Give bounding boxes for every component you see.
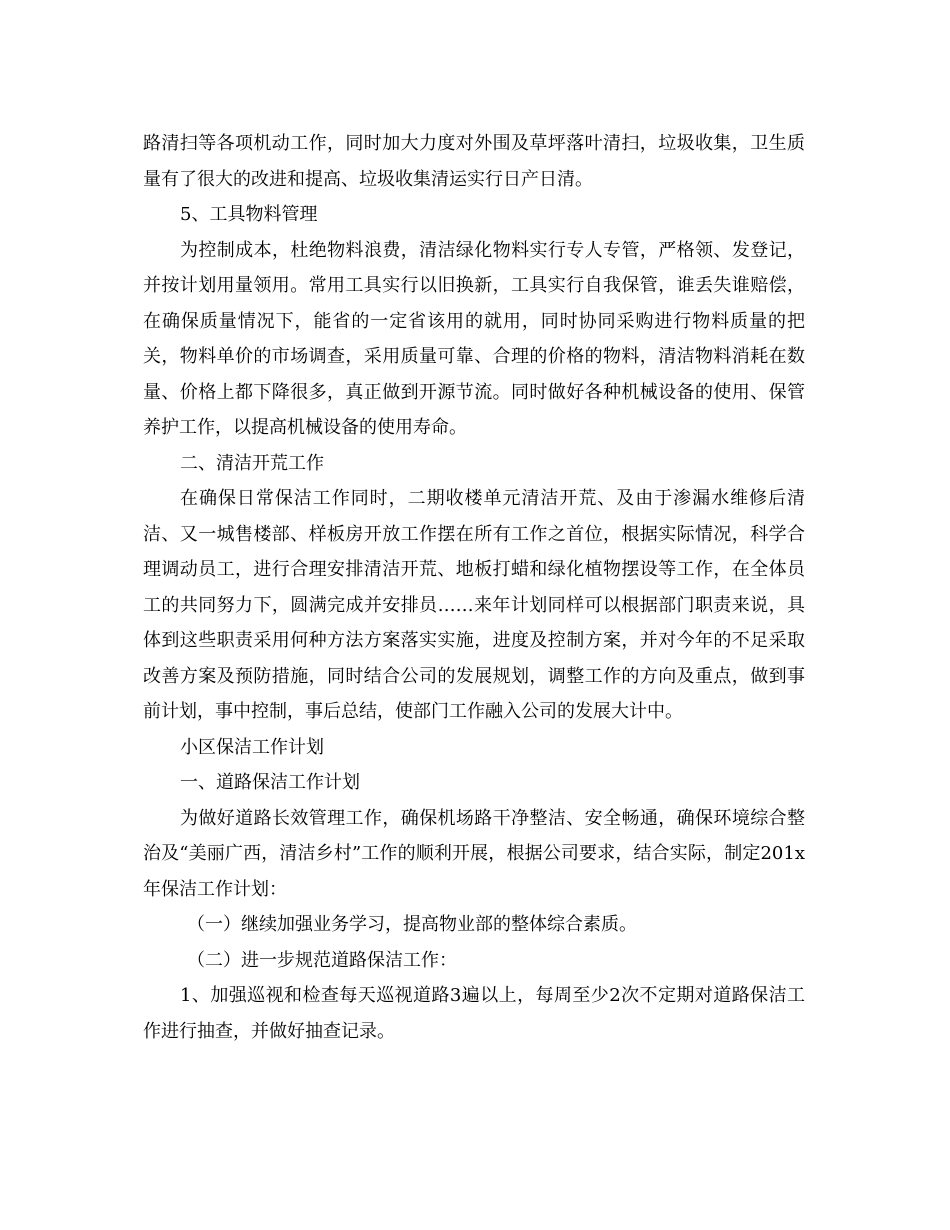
heading-cleaning-reclamation: 二、清洁开荒工作 — [180, 452, 324, 474]
paragraph-road-management: 为做好道路长效管理工作，确保机场路干净整洁、安全畅通，确保环境综合整治及“美丽广西，清洁乡村”工作的顺利开展，根据公司要求，结合实际，制定201x年保洁工作计划： — [143, 807, 805, 900]
item-business-study: （一）继续加强业务学习，提高物业部的整体综合素质。 — [187, 914, 637, 935]
paragraph-material-control: 为控制成本，杜绝物料浪费，清洁绿化物料实行专人专管，严格领、发登记，并按计划用量领用。常用工具实行以旧换新，工具实行自我保管，谁丢失谁赔偿，在确保质量情况下，能省的一定省该用的就用，同时协同采购进行物料质量的把关，物料单价的市场调查，采用质量可靠、合理的价格的物料，清洁物料消耗在数量、价格上都下降很多，真正做到开源节流。同时做好各种机械设备的使用、保管养护工作，以提高机械设备的使用寿命。 — [143, 239, 805, 438]
heading-road-cleaning-plan: 一、道路保洁工作计划 — [180, 772, 360, 793]
item-standardize-road-cleaning: （二）进一步规范道路保洁工作： — [187, 949, 457, 971]
heading-community-cleaning-plan: 小区保洁工作计划 — [180, 736, 324, 758]
paragraph-reclamation-work: 在确保日常保洁工作同时，二期收楼单元清洁开荒、及由于渗漏水维修后清洁、又一城售楼部、样板房开放工作摆在所有工作之首位，根据实际情况，科学合理调动员工，进行合理安排清洁开荒、地板打蜡和绿化植物摆设等工作，在全体员工的共同努力下，圆满完成并安排员……来年计划同样可以根据部门职责来说，具体到这些职责采用何种方法方案落实实施，进度及控制方案，并对今年的不足采取改善方案及预防措施，同时结合公司的发展规划，调整工作的方向及重点，做到事前计划，事中控制，事后总结，使部门工作融入公司的发展大计中。 — [143, 488, 805, 722]
heading-tool-material-management: 5、工具物料管理 — [180, 204, 318, 225]
document-body — [143, 126, 805, 1049]
paragraph-cleaning-continuation: 路清扫等各项机动工作，同时加大力度对外围及草坪落叶清扫，垃圾收集，卫生质量有了很大的改进和提高、垃圾收集清运实行日产日清。 — [143, 133, 805, 190]
item-inspection: 1、加强巡视和检查每天巡视道路3遍以上，每周至少2次不定期对道路保洁工作进行抽查，并做好抽查记录。 — [143, 985, 805, 1042]
